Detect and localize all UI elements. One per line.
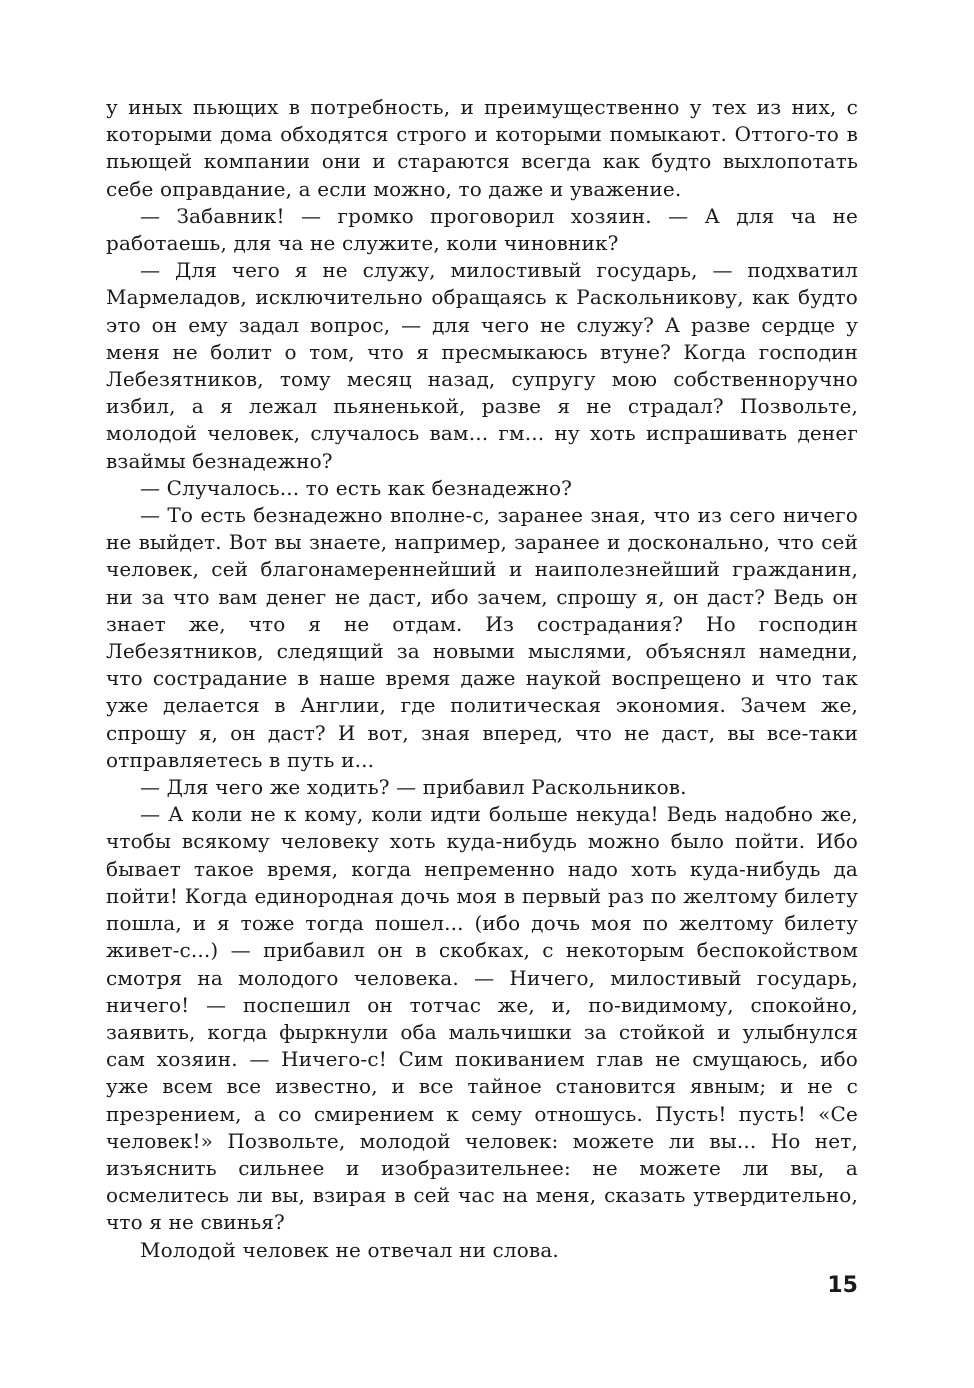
paragraph: — Забавник! — громко проговорил хозяин. — А для ча не работаешь, для ча не служите, коли чиновник? — [106, 203, 858, 256]
paragraph: — Для чего я не служу, милостивый государь, — подхватил Мармеладов, исключительно обращаясь к Раскольникову, как будто это он ему задал вопрос, — для чего не служу? А разве сердце у меня не болит о том, что я пресмыкаюсь втуне? Когда господин Лебезятников, тому месяц назад, супругу мою собственноручно избил, а я лежал пьяненькой, разве я не страдал? Позвольте, молодой человек, случалось вам... гм... ну хоть испрашивать денег взаймы безнадежно? — [106, 258, 858, 473]
paragraph: — То есть безнадежно вполне-с, заранее зная, что из сего ничего не выйдет. Вот вы знаете, например, заранее и досконально, что сей человек, сей благонамереннейший и наиполезнейший гражданин, ни за что вам денег не даст, ибо зачем, спрошу я, он даст? Ведь он знает же, что я не отдам. Из сострадания? Но господин Лебезятников, следящий за новыми мыслями, объяснял намедни, что сострадание в наше время даже наукой воспрещено и что так уже делается в Англии, где политическая экономия. Зачем же, спрошу я, он даст? И вот, зная вперед, что не даст, вы все-таки отправляетесь в путь и... — [106, 503, 858, 772]
book-page-text — [106, 94, 858, 1264]
paragraph: — Для чего же ходить? — прибавил Раскольников. — [140, 775, 687, 800]
paragraph: — А коли не к кому, коли идти больше некуда! Ведь надобно же, чтобы всякому человеку хоть куда-нибудь можно было пойти. Ибо бывает такое время, когда непременно надо хоть куда-нибудь да пойти! Когда единородная дочь моя в первый раз по желтому билету пошла, и я тоже тогда пошел... (ибо дочь моя по желтому билету живет-с...) — прибавил он в скобках, с некоторым беспокойством смотря на молодого человека. — Ничего, милостивый государь, ничего! — поспешил он тотчас же, и, по-видимому, спокойно, заявить, когда фыркнули оба мальчишки за стойкой и улыбнулся сам хозяин. — Ничего-с! Сим покиванием глав не смущаюсь, ибо уже всем все известно, и все тайное становится явным; и не с презрением, а со смирением к сему отношусь. Пусть! пусть! «Се человек!» Позвольте, молодой человек: можете ли вы... Но нет, изъяснить сильнее и изобразительнее: не можете ли вы, а осмелитесь ли вы, взирая в сей час на меня, сказать утвердительно, что я не свинья? — [106, 802, 858, 1235]
paragraph: у иных пьющих в потребность, и преимущественно у тех из них, с которыми дома обходятся строго и которыми помыкают. Оттого-то в пьющей компании они и стараются всегда как будто выхлопотать себе оправдание, а если можно, то даже и уважение. — [106, 95, 858, 201]
paragraph: Молодой человек не отвечал ни слова. — [140, 1237, 559, 1262]
paragraph: — Случалось... то есть как безнадежно? — [140, 475, 573, 500]
page-number: 15 — [827, 1273, 858, 1298]
